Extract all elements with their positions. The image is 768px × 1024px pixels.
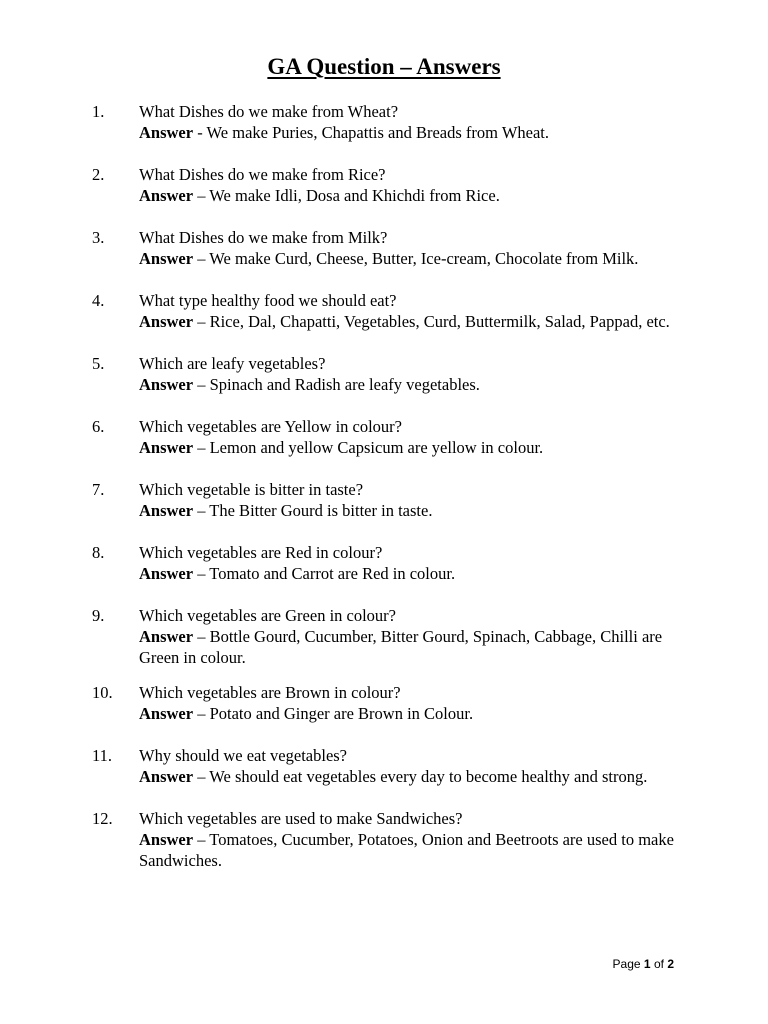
question-text: Which vegetables are Red in colour? [139, 543, 383, 562]
question-number: 9. [92, 606, 105, 625]
question-number: 5. [92, 354, 105, 373]
question-number: 1. [92, 102, 105, 121]
answer-label: Answer [139, 627, 194, 646]
answer-separator: – [193, 375, 210, 394]
answer-label: Answer [139, 249, 194, 268]
answer-text [139, 122, 692, 143]
answer-content: Rice, Dal, Chapatti, Vegetables, Curd, Buttermilk, Salad, Pappad, etc. [209, 312, 670, 331]
answer-content: We make Idli, Dosa and Khichdi from Rice. [209, 186, 500, 205]
qa-item-10 [92, 682, 692, 724]
qa-item-11 [92, 745, 692, 787]
answer-text [139, 500, 692, 521]
qa-item-5 [92, 353, 692, 395]
answer-content: Tomatoes, Cucumber, Potatoes, Onion and Beetroots are used to make Sandwiches. [139, 830, 674, 870]
answer-text [139, 626, 692, 668]
qa-item-6 [92, 416, 692, 458]
answer-label: Answer [139, 830, 194, 849]
answer-content: We make Curd, Cheese, Butter, Ice-cream, Chocolate from Milk. [209, 249, 639, 268]
question-text: What type healthy food we should eat? [139, 291, 397, 310]
answer-separator: – [193, 627, 210, 646]
qa-item-12 [92, 808, 692, 871]
answer-label: Answer [139, 186, 194, 205]
answer-separator: – [193, 564, 210, 583]
answer-content: Tomato and Carrot are Red in colour. [209, 564, 456, 583]
qa-item-9 [92, 605, 692, 668]
answer-separator: – [193, 767, 210, 786]
page-number-footer [613, 956, 674, 972]
qa-item-8 [92, 542, 692, 584]
answer-separator: – [193, 186, 210, 205]
question-number: 10. [92, 683, 113, 702]
answer-content: We should eat vegetables every day to become healthy and strong. [209, 767, 648, 786]
answer-text [139, 311, 692, 332]
answer-label: Answer [139, 312, 194, 331]
answer-label: Answer [139, 564, 194, 583]
answer-separator: – [193, 704, 210, 723]
question-text: What Dishes do we make from Milk? [139, 228, 388, 247]
answer-text [139, 374, 692, 395]
question-text: Why should we eat vegetables? [139, 746, 348, 765]
qa-item-7 [92, 479, 692, 521]
answer-text [139, 766, 692, 787]
question-number: 3. [92, 228, 105, 247]
question-number: 6. [92, 417, 105, 436]
answer-label: Answer [139, 501, 194, 520]
question-text: Which vegetable is bitter in taste? [139, 480, 364, 499]
answer-content: Bottle Gourd, Cucumber, Bitter Gourd, Spinach, Cabbage, Chilli are Green in colour. [139, 627, 663, 667]
question-number: 11. [92, 746, 113, 765]
answer-label: Answer [139, 704, 194, 723]
of-word: of [653, 957, 664, 971]
answer-text [139, 829, 692, 871]
total-pages-number: 2 [667, 957, 674, 971]
answer-separator: – [193, 249, 210, 268]
page-title: GA Question – Answers [267, 54, 501, 79]
question-number: 7. [92, 480, 105, 499]
answer-separator: – [193, 438, 210, 457]
answer-label: Answer [139, 438, 194, 457]
qa-item-4 [92, 290, 692, 332]
answer-separator: – [193, 830, 210, 849]
question-number: 4. [92, 291, 105, 310]
answer-content: Lemon and yellow Capsicum are yellow in colour. [209, 438, 544, 457]
question-text: Which vegetables are used to make Sandwiches? [139, 809, 463, 828]
answer-text [139, 703, 692, 724]
question-text: Which are leafy vegetables? [139, 354, 326, 373]
answer-separator: – [193, 501, 210, 520]
answer-text [139, 563, 692, 584]
answer-label: Answer [139, 123, 194, 142]
answer-content: Spinach and Radish are leafy vegetables. [209, 375, 480, 394]
page-word: Page [612, 957, 641, 971]
answer-separator: - [193, 123, 207, 142]
question-number: 12. [92, 809, 113, 828]
answer-label: Answer [139, 375, 194, 394]
answer-text [139, 248, 692, 269]
current-page-number: 1 [643, 957, 651, 971]
question-text: What Dishes do we make from Wheat? [139, 102, 399, 121]
qa-item-1 [92, 101, 692, 143]
answer-label: Answer [139, 767, 194, 786]
question-text: Which vegetables are Brown in colour? [139, 683, 401, 702]
question-number: 2. [92, 165, 105, 184]
question-text: Which vegetables are Yellow in colour? [139, 417, 403, 436]
answer-separator: – [193, 312, 210, 331]
answer-content: The Bitter Gourd is bitter in taste. [209, 501, 433, 520]
question-text: What Dishes do we make from Rice? [139, 165, 386, 184]
question-list [92, 101, 692, 892]
qa-item-3 [92, 227, 692, 269]
answer-content: Potato and Ginger are Brown in Colour. [209, 704, 474, 723]
answer-content: We make Puries, Chapattis and Breads from Wheat. [206, 123, 550, 142]
question-text: Which vegetables are Green in colour? [139, 606, 396, 625]
answer-text [139, 437, 692, 458]
question-number: 8. [92, 543, 105, 562]
answer-text [139, 185, 692, 206]
qa-item-2 [92, 164, 692, 206]
